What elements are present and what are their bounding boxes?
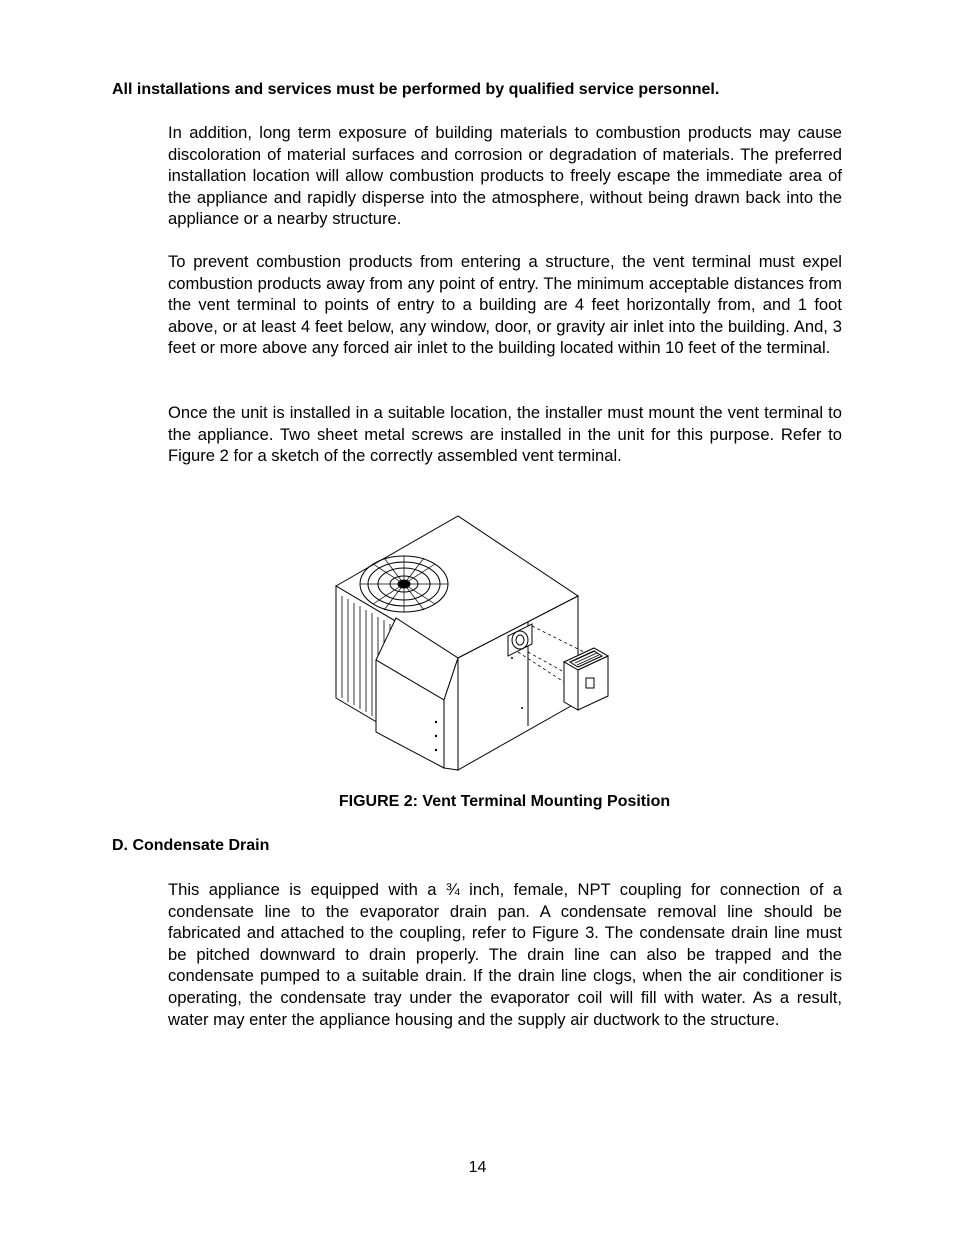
paragraph-condensate: This appliance is equipped with a ¾ inch, female, NPT coupling for connection of a condensate line to the evaporator drain pan. A condensate removal line should be fabricated and attached to the coupling, refer to Figure 3. The condensate drain line must be pitched downward to drain properly. The drain line can also be trapped and the condensate pumped to a suitable drain. If the drain line clogs, when the air conditioner is operating, the condensate tray under the evaporator coil will fill with water. As a result, water may enter the appliance housing and the supply air ductwork to the structure. bbox=[168, 880, 842, 1029]
warning-notice: All installations and services must be performed by qualified service personnel. bbox=[112, 81, 720, 98]
paragraph-distances: To prevent combustion products from entering a structure, the vent terminal must expel combustion products away from any point of entry. The minimum acceptable distances from the vent terminal to points of entry to a building are 4 feet horizontally from, and 1 foot above, or at least 4 feet below, any window, door, or gravity air inlet into the building. And, 3 feet or more above any forced air inlet to the building located within 10 feet of the terminal. bbox=[168, 252, 842, 358]
figure-caption: FIGURE 2: Vent Terminal Mounting Position bbox=[338, 793, 671, 810]
section-heading-condensate-drain: D. Condensate Drain bbox=[112, 837, 270, 854]
page-number: 14 bbox=[468, 1159, 487, 1176]
paragraph-exposure: In addition, long term exposure of building materials to combustion products may cause discoloration of material surfaces and corrosion or degradation of materials. The preferred installation location will allow combustion products to freely escape the immediate area of the appliance and rapidly disperse into the atmosphere, without being drawn back into the appliance or a nearby structure. bbox=[168, 123, 842, 229]
figure-vent-terminal-illustration bbox=[332, 512, 616, 774]
paragraph-mounting: Once the unit is installed in a suitable location, the installer must mount the vent terminal to the appliance. Two sheet metal screws are installed in the unit for this purpose. Refer to Figure 2 for a sketch of the correctly assembled vent terminal. bbox=[168, 403, 842, 466]
